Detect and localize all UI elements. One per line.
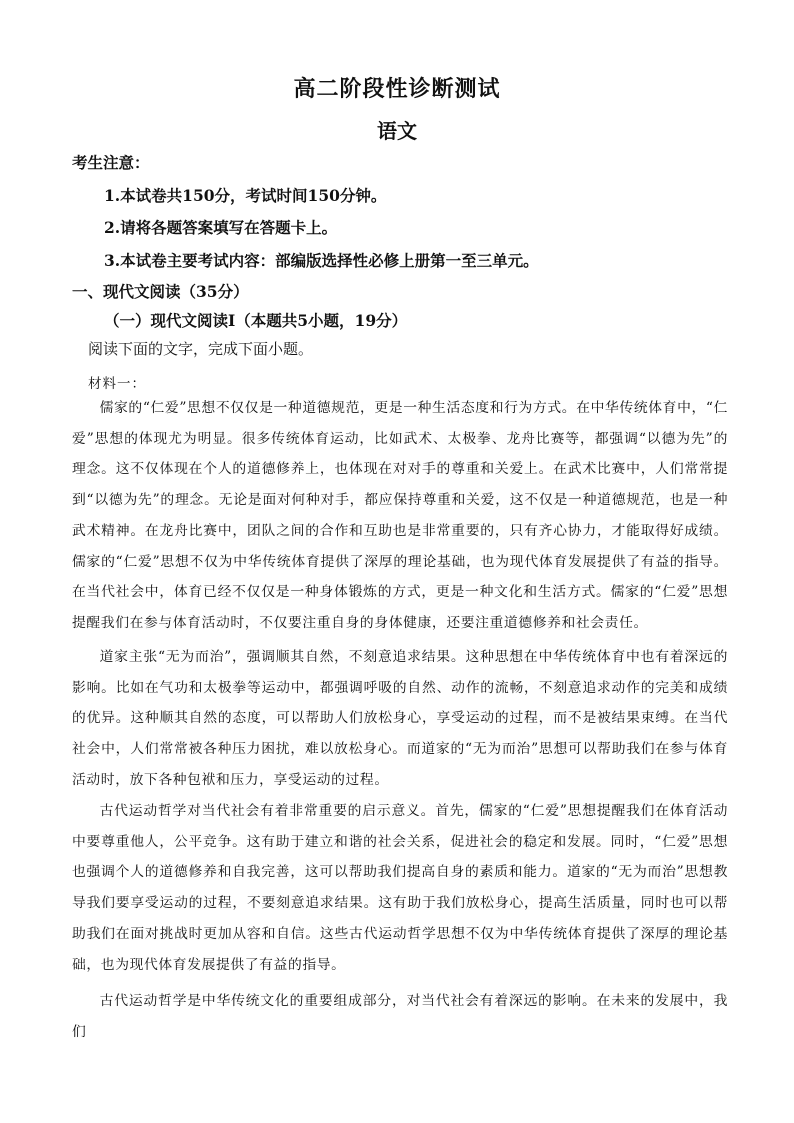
paragraph: 道家主张“无为而治”，强调顺其自然，不刻意追求结果。这种思想在中华传统体育中也有着深远的影响。比如在气功和太极拳等运动中，都强调呼吸的自然、动作的流畅，不刻意追求动作的完美和成绩的优异。这种顺其自然的态度，可以帮助人们放松身心，享受运动的过程，而不是被结果束缚。在当代社会中，人们常常被各种压力困扰，难以放松身心。而道家的“无为而治”思想可以帮助我们在参与体育活动时，放下各种包袱和压力，享受运动的过程。 — [72, 649, 728, 788]
paragraph: 儒家的“仁爱”思想不仅仅是一种道德规范，更是一种生活态度和行为方式。在中华传统体育中，“仁爱”思想的体现尤为明显。很多传统体育运动，比如武术、太极拳、龙舟比赛等，都强调“以德为先”的理念。这不仅体现在个人的道德修养上，也体现在对对手的尊重和关爱上。在武术比赛中，人们常常提到“以德为先”的理念。无论是面对何种对手，都应保持尊重和关爱，这不仅是一种道德规范，也是一种武术精神。在龙舟比赛中，团队之间的合作和互助也是非常重要的，只有齐心协力，才能取得好成绩。儒家的“仁爱”思想不仅为中华传统体育提供了深厚的理论基础，也为现代体育发展提供了有益的指导。在当代社会中，体育已经不仅仅是一种身体锻炼的方式，更是一种文化和生活方式。儒家的“仁爱”思想提醒我们在参与体育活动时，不仅要注重自身的身体健康，还要注重道德修养和社会责任。 — [72, 400, 728, 631]
section-heading: 一、现代文阅读（35分） — [72, 282, 249, 301]
paragraph: 古代运动哲学对当代社会有着非常重要的启示意义。首先，儒家的“仁爱”思想提醒我们在体育活动中要尊重他人，公平竞争。这有助于建立和谐的社会关系，促进社会的稳定和发展。同时，“仁爱”思想也强调个人的道德修养和自我完善，这可以帮助我们提高自身的素质和能力。道家的“无为而治”思想教导我们要享受运动的过程，不要刻意追求结果。这有助于我们放松身心，提高生活质量，同时也可以帮助我们在面对挑战时更加从容和自信。这些古代运动哲学思想不仅为中华传统体育提供了深厚的理论基础，也为现代体育发展提供了有益的指导。 — [72, 803, 728, 973]
paragraph: 古代运动哲学是中华传统文化的重要组成部分，对当代社会有着深远的影响。在未来的发展中，我们 — [72, 993, 728, 1040]
notice-item-2: 2.请将各题答案填写在答题卡上。 — [104, 218, 338, 237]
notice-item-1: 1.本试卷共150分，考试时间150分钟。 — [104, 186, 387, 205]
subject-title: 语文 — [377, 119, 417, 143]
subsection-heading: （一）现代文阅读Ⅰ（本题共5小题，19分） — [104, 311, 408, 330]
notice-item-3: 3.本试卷主要考试内容：部编版选择性必修上册第一至三单元。 — [104, 251, 539, 270]
material-label: 材料一： — [88, 376, 146, 392]
instruction-text: 阅读下面的文字，完成下面小题。 — [88, 340, 314, 358]
notice-label: 考生注意： — [72, 153, 150, 172]
page-title: 高二阶段性诊断测试 — [293, 76, 501, 102]
